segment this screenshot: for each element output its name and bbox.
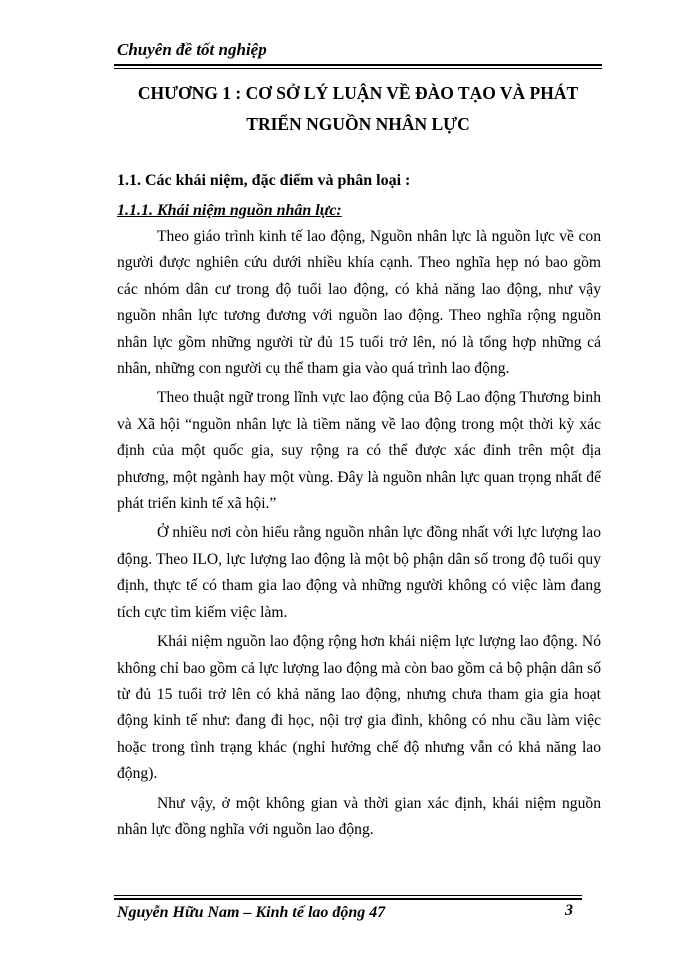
- page-header: Chuyên đề tốt nghiệp: [117, 40, 267, 59]
- subsection-heading: 1.1.1. Khái niệm nguồn nhân lực:: [117, 202, 342, 219]
- chapter-title-line-2: TRIỂN NGUỒN NHÂN LỰC: [246, 114, 470, 134]
- paragraph-4: Khái niệm nguồn lao động rộng hơn khái niệm lực lượng lao động. Nó không chỉ bao gồm cả lực lượng lao động mà còn bao gồm cả bộ phận dân số từ đủ 15 tuổi trở lên có khả năng lao động, nhưng chưa tham gia gia hoạt động kinh tế như: đang đi học, nội trợ gia đình, không có nhu cầu làm việc hoặc trong tình trạng khác (nghỉ hưởng chế độ nhưng vẫn có khả năng lao động).: [117, 633, 601, 783]
- section-heading: 1.1. Các khái niệm, đặc điểm và phân loại :: [117, 172, 411, 189]
- paragraph-5: Như vậy, ở một không gian và thời gian xác định, khái niệm nguồn nhân lực đồng nghĩa với nguồn lao động.: [117, 794, 601, 838]
- body-text: [117, 224, 601, 846]
- footer-rule-thin: [114, 895, 582, 896]
- paragraph-2: Theo thuật ngữ trong lĩnh vực lao động của Bộ Lao động Thương binh và Xã hội “nguồn nhân lực là tiềm năng về lao động trong một thời kỳ xác định của một quốc gia, suy rộng ra có thể được xác đinh trên một địa phương, một ngành hay một vùng. Đây là nguồn nhân lực quan trọng nhất để phát triển kinh tế xã hội.”: [117, 389, 601, 513]
- chapter-title-line-1: CHƯƠNG 1 : CƠ SỞ LÝ LUẬN VỀ ĐÀO TẠO VÀ PHÁT: [137, 83, 579, 103]
- paragraph-3: Ở nhiều nơi còn hiểu rằng nguồn nhân lực đồng nhất với lực lượng lao động. Theo ILO, lực lượng lao động là một bộ phận dân số trong độ tuổi quy định, thực tế có tham gia lao động và những người không có việc làm đang tích cực tìm kiếm việc làm.: [117, 524, 601, 621]
- paragraph-1: Theo giáo trình kinh tế lao động, Nguồn nhân lực là nguồn lực về con người được nghiên cứu dưới nhiều khía cạnh. Theo nghĩa hẹp nó bao gồm các nhóm dân cư trong độ tuổi lao động, có khả năng lao động, như vậy nguồn nhân lực tương đương với nguồn lao động. Theo nghĩa rộng nguồn nhân lực gồm những người từ đủ 15 tuổi trở lên, nó là tổng hợp những cá nhân, những con người cụ thể tham gia vào quá trình lao động.: [117, 228, 601, 378]
- page-number: 3: [565, 902, 573, 919]
- header-rule-thin: [114, 68, 602, 69]
- chapter-title: [114, 78, 602, 140]
- footer-rule-thick: [114, 898, 582, 900]
- page-footer: Nguyễn Hữu Nam – Kinh tế lao động 47: [117, 904, 386, 921]
- header-rule-thick: [114, 64, 602, 66]
